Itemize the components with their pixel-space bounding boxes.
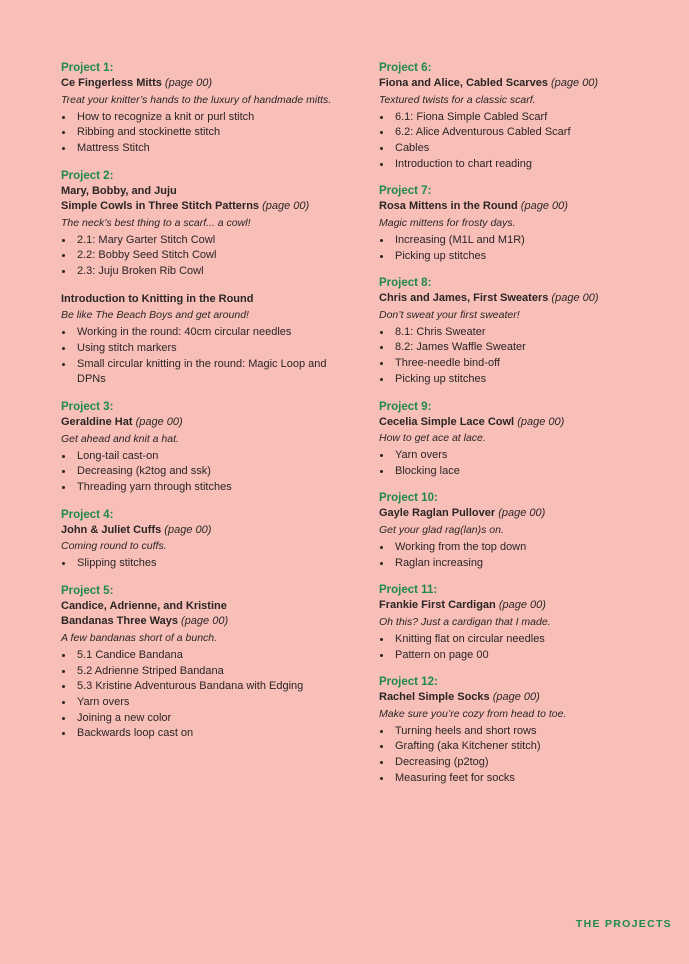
project-number: Project 1: [61, 62, 114, 74]
skill-item: Backwards loop cast on [61, 726, 351, 742]
project-title-text: Bandanas Three Ways [61, 615, 178, 628]
skill-item: Small circular knitting in the round: Magic Loop and DPNs [61, 357, 351, 388]
skill-item: How to recognize a knit or purl stitch [61, 110, 351, 126]
skill-item: Introduction to chart reading [379, 157, 669, 173]
project-project-5 [61, 584, 351, 742]
skill-item: Decreasing (k2tog and ssk) [61, 464, 351, 480]
project-title-text: Fiona and Alice, Cabled Scarves [379, 77, 548, 89]
project-title-text: Frankie First Cardigan [379, 599, 496, 612]
project-number: Project 3: [61, 401, 114, 414]
project-title-text: John & Juliet Cuffs [61, 523, 162, 536]
skill-item: Yarn overs [379, 448, 669, 464]
project-tagline: A few bandanas short of a bunch. [61, 631, 218, 644]
project-tagline: The neck’s best thing to a scarf... a cowl! [61, 216, 251, 229]
project-project-12 [379, 675, 669, 786]
skill-item: Yarn overs [61, 695, 351, 711]
project-title [61, 523, 351, 539]
skill-list [61, 449, 351, 496]
skill-item: Threading yarn through stitches [61, 480, 351, 496]
skill-list [379, 448, 669, 479]
project-number: Project 11: [379, 584, 438, 597]
page-reference: (page 00) [164, 523, 212, 536]
skill-item: Increasing (M1L and M1R) [379, 233, 669, 249]
project-title-text: Rosa Mittens in the Round [379, 200, 518, 213]
skill-list [61, 325, 351, 388]
project-tagline: Treat your knitter’s hands to the luxury of handmade mitts. [61, 93, 332, 106]
project-title [61, 415, 351, 431]
project-tagline: Coming round to cuffs. [61, 540, 167, 553]
skill-item: Using stitch markers [61, 341, 351, 357]
project-number: Project 6: [379, 62, 432, 74]
skill-list [379, 724, 669, 787]
skill-item: 2.3: Juju Broken Rib Cowl [61, 264, 351, 280]
skill-item: Picking up stitches [379, 372, 669, 388]
project-number: Project 9: [379, 400, 432, 413]
project-title [379, 199, 669, 215]
skill-item: Pattern on page 00 [379, 648, 669, 664]
project-title-text: Ce Fingerless Mitts [61, 77, 162, 89]
project-title [379, 415, 669, 431]
skill-list [379, 110, 669, 173]
project-number: Project 2: [61, 169, 114, 182]
skill-item: 6.1: Fiona Simple Cabled Scarf [379, 110, 669, 126]
skill-item: Joining a new color [61, 711, 351, 727]
project-title-text: Introduction to Knitting in the Round [61, 292, 254, 305]
project-title-text: Simple Cowls in Three Stitch Patterns [61, 200, 260, 213]
page-reference: (page 00) [551, 77, 599, 89]
project-title [379, 291, 669, 307]
project-number: Project 4: [61, 508, 114, 521]
project-project-10 [379, 491, 669, 571]
page-reference: (page 00) [498, 507, 546, 520]
project-title [61, 199, 351, 215]
project-number: Project 8: [379, 277, 432, 290]
skill-item: 2.1: Mary Garter Stitch Cowl [61, 233, 351, 249]
project-project-6 [379, 61, 669, 172]
project-tagline: Oh this? Just a cardigan that I made. [379, 615, 551, 628]
skill-item: Raglan increasing [379, 556, 669, 572]
page-reference: (page 00) [181, 615, 229, 628]
project-title-text: Mary, Bobby, and Juju [61, 184, 177, 197]
skill-item: Cables [379, 141, 669, 157]
page-reference: (page 00) [164, 77, 213, 89]
skill-item: Working in the round: 40cm circular needles [61, 325, 351, 341]
skill-item: Long-tail cast-on [61, 449, 351, 465]
project-title [379, 690, 669, 706]
skill-item: Knitting flat on circular needles [379, 632, 669, 648]
skill-list [379, 540, 669, 571]
project-project-4 [61, 508, 351, 572]
skill-list [379, 632, 669, 663]
project-tagline: Textured twists for a classic scarf. [379, 93, 536, 106]
skill-item: Picking up stitches [379, 249, 669, 265]
project-project-3 [61, 400, 351, 496]
page-footer: THE PROJECTS [575, 918, 672, 930]
skill-item: Grafting (aka Kitchener stitch) [379, 739, 669, 755]
project-title [61, 292, 351, 308]
skill-item: Decreasing (p2tog) [379, 755, 669, 771]
skill-item: Ribbing and stockinette stitch [61, 125, 351, 141]
skill-item: Turning heels and short rows [379, 724, 669, 740]
project-tagline: Be like The Beach Boys and get around! [61, 309, 249, 322]
skill-item: Mattress Stitch [61, 141, 351, 157]
project-number: Project 10: [379, 492, 438, 505]
right-column [379, 61, 669, 799]
project-title-text: Gayle Raglan Pullover [379, 507, 496, 520]
project-project-1 [61, 61, 351, 157]
page-reference: (page 00) [492, 691, 540, 704]
page-reference: (page 00) [135, 416, 183, 429]
project-title [379, 76, 669, 92]
project-title-text: Candice, Adrienne, and Kristine [61, 599, 227, 612]
project-project-8 [379, 276, 669, 387]
skill-list [61, 110, 351, 157]
skill-item: 5.1 Candice Bandana [61, 648, 351, 664]
project-title-text: Geraldine Hat [61, 416, 133, 429]
skill-item: 2.2: Bobby Seed Stitch Cowl [61, 248, 351, 264]
skill-item: 6.2: Alice Adventurous Cabled Scarf [379, 125, 669, 141]
skill-item: Measuring feet for socks [379, 771, 669, 787]
skill-item: Blocking lace [379, 464, 669, 480]
skill-list [61, 233, 351, 280]
project-number: Project 7: [379, 185, 432, 198]
left-column [61, 61, 351, 754]
skill-list [379, 325, 669, 388]
project-tagline: Get ahead and knit a hat. [61, 432, 179, 445]
project-project-9 [379, 400, 669, 480]
project-project-7 [379, 184, 669, 264]
project-title [61, 76, 351, 92]
project-number: Project 5: [61, 584, 114, 597]
skill-item: Working from the top down [379, 540, 669, 556]
project-title [61, 599, 351, 615]
skill-list [61, 556, 351, 572]
skill-list [379, 233, 669, 264]
page-reference: (page 00) [517, 415, 565, 428]
project-title [379, 598, 669, 614]
project-tagline: How to get ace at lace. [379, 432, 486, 445]
skill-item: Three-needle bind-off [379, 356, 669, 372]
page-reference: (page 00) [551, 292, 599, 305]
skill-item: Slipping stitches [61, 556, 351, 572]
project-title [379, 506, 669, 522]
project-title-text: Cecelia Simple Lace Cowl [379, 415, 515, 428]
skill-item: 8.1: Chris Sweater [379, 325, 669, 341]
page-reference: (page 00) [262, 200, 310, 213]
skill-item: 5.3 Kristine Adventurous Bandana with Edging [61, 679, 351, 695]
page-reference: (page 00) [498, 599, 546, 612]
project-tagline: Magic mittens for frosty days. [379, 216, 516, 229]
page-reference: (page 00) [520, 200, 568, 213]
project-title-text: Chris and James, First Sweaters [379, 292, 549, 305]
project-title [61, 614, 351, 630]
section-introduction-to-knitting-in-the-round [61, 292, 351, 388]
project-project-11 [379, 583, 669, 663]
skill-item: 8.2: James Waffle Sweater [379, 340, 669, 356]
skill-item: 5.2 Adrienne Striped Bandana [61, 664, 351, 680]
project-title-text: Rachel Simple Socks [379, 691, 490, 704]
project-tagline: Make sure you’re cozy from head to toe. [379, 707, 567, 720]
skill-list [61, 648, 351, 742]
project-title [61, 184, 351, 200]
project-project-2 [61, 169, 351, 280]
project-number: Project 12: [379, 676, 438, 689]
project-tagline: Get your glad rag(lan)s on. [379, 523, 504, 536]
project-tagline: Don’t sweat your first sweater! [379, 308, 520, 321]
